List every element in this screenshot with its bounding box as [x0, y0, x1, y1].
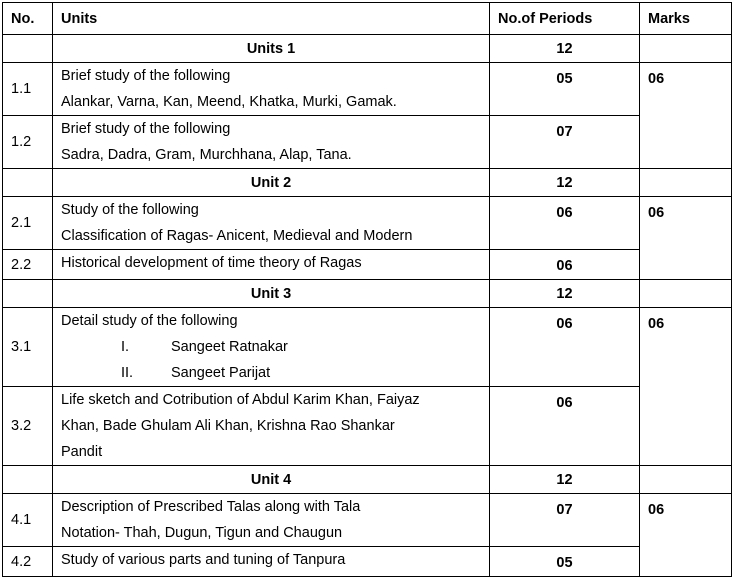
- unit-header-row: [3, 466, 732, 494]
- unit-title: Units 1: [53, 35, 490, 63]
- unit-header-row: [3, 280, 732, 308]
- unit-header-row: [3, 35, 732, 63]
- sub-list-item: [61, 334, 489, 360]
- header-no: No.: [3, 3, 53, 35]
- topic-number: 4.2: [3, 547, 53, 577]
- header-units: Units: [53, 3, 490, 35]
- header-row: [3, 3, 732, 35]
- unit-marks-cell: [640, 466, 732, 494]
- topic-number: 3.2: [3, 387, 53, 466]
- topic-line: Notation- Thah, Dugun, Tigun and Chaugun: [61, 525, 343, 541]
- sub-list-text: Sangeet Ratnakar: [171, 339, 288, 355]
- topic-description: [53, 387, 490, 466]
- topic-periods: 06: [490, 250, 640, 280]
- topic-description: [53, 116, 490, 169]
- topic-row: [3, 197, 732, 250]
- topic-periods: 07: [490, 116, 640, 169]
- header-marks: Marks: [640, 3, 732, 35]
- topic-number: 1.1: [3, 63, 53, 116]
- topic-line: Classification of Ragas- Anicent, Medieval and Modern: [61, 228, 413, 244]
- topic-row: [3, 308, 732, 387]
- topic-row: [3, 63, 732, 116]
- topic-periods: 06: [490, 197, 640, 250]
- topic-periods: 06: [490, 308, 640, 387]
- topic-description: [53, 547, 490, 577]
- unit-blank-cell: [3, 169, 53, 197]
- unit-marks: 06: [640, 197, 732, 280]
- topic-periods: 05: [490, 63, 640, 116]
- topic-line: Detail study of the following: [61, 313, 238, 329]
- topic-row: [3, 250, 732, 280]
- unit-marks: 06: [640, 308, 732, 466]
- unit-title: Unit 3: [53, 280, 490, 308]
- topic-row: [3, 116, 732, 169]
- topic-description: [53, 494, 490, 547]
- table-body: [3, 35, 732, 577]
- unit-periods: 12: [490, 169, 640, 197]
- topic-number: 1.2: [3, 116, 53, 169]
- header-periods: No.of Periods: [490, 3, 640, 35]
- topic-row: [3, 494, 732, 547]
- sub-list-marker: I.: [121, 339, 130, 355]
- sub-list-text: Sangeet Parijat: [171, 365, 271, 381]
- topic-periods: 05: [490, 547, 640, 577]
- unit-marks-cell: [640, 169, 732, 197]
- topic-line: Life sketch and Cotribution of Abdul Karim Khan, Faiyaz: [61, 392, 420, 408]
- topic-number: 4.1: [3, 494, 53, 547]
- unit-blank-cell: [3, 466, 53, 494]
- unit-marks: 06: [640, 63, 732, 169]
- unit-periods: 12: [490, 280, 640, 308]
- topic-row: [3, 387, 732, 466]
- topic-row: [3, 547, 732, 577]
- unit-marks-cell: [640, 35, 732, 63]
- topic-number: 2.2: [3, 250, 53, 280]
- topic-line: Description of Prescribed Talas along with Tala: [61, 499, 361, 515]
- unit-periods: 12: [490, 35, 640, 63]
- topic-line: Study of the following: [61, 202, 199, 218]
- topic-line: Brief study of the following: [61, 68, 231, 84]
- unit-blank-cell: [3, 280, 53, 308]
- topic-line: Alankar, Varna, Kan, Meend, Khatka, Murki, Gamak.: [61, 94, 397, 110]
- topic-line: Sadra, Dadra, Gram, Murchhana, Alap, Tana.: [61, 147, 352, 163]
- unit-marks: 06: [640, 494, 732, 577]
- unit-marks-cell: [640, 280, 732, 308]
- topic-line: Study of various parts and tuning of Tanpura: [61, 552, 346, 568]
- topic-line: Khan, Bade Ghulam Ali Khan, Krishna Rao Shankar: [61, 418, 395, 434]
- unit-header-row: [3, 169, 732, 197]
- topic-line: Pandit: [61, 444, 103, 460]
- unit-blank-cell: [3, 35, 53, 63]
- unit-title: Unit 4: [53, 466, 490, 494]
- topic-number: 3.1: [3, 308, 53, 387]
- topic-periods: 07: [490, 494, 640, 547]
- syllabus-table: [2, 2, 732, 577]
- topic-periods: 06: [490, 387, 640, 466]
- sub-list-item: [61, 360, 489, 386]
- topic-number: 2.1: [3, 197, 53, 250]
- topic-line: Brief study of the following: [61, 121, 231, 137]
- topic-description: [53, 308, 490, 387]
- topic-description: [53, 250, 490, 280]
- unit-periods: 12: [490, 466, 640, 494]
- topic-description: [53, 197, 490, 250]
- sub-list-marker: II.: [121, 365, 134, 381]
- topic-description: [53, 63, 490, 116]
- unit-title: Unit 2: [53, 169, 490, 197]
- topic-line: Historical development of time theory of Ragas: [61, 255, 362, 271]
